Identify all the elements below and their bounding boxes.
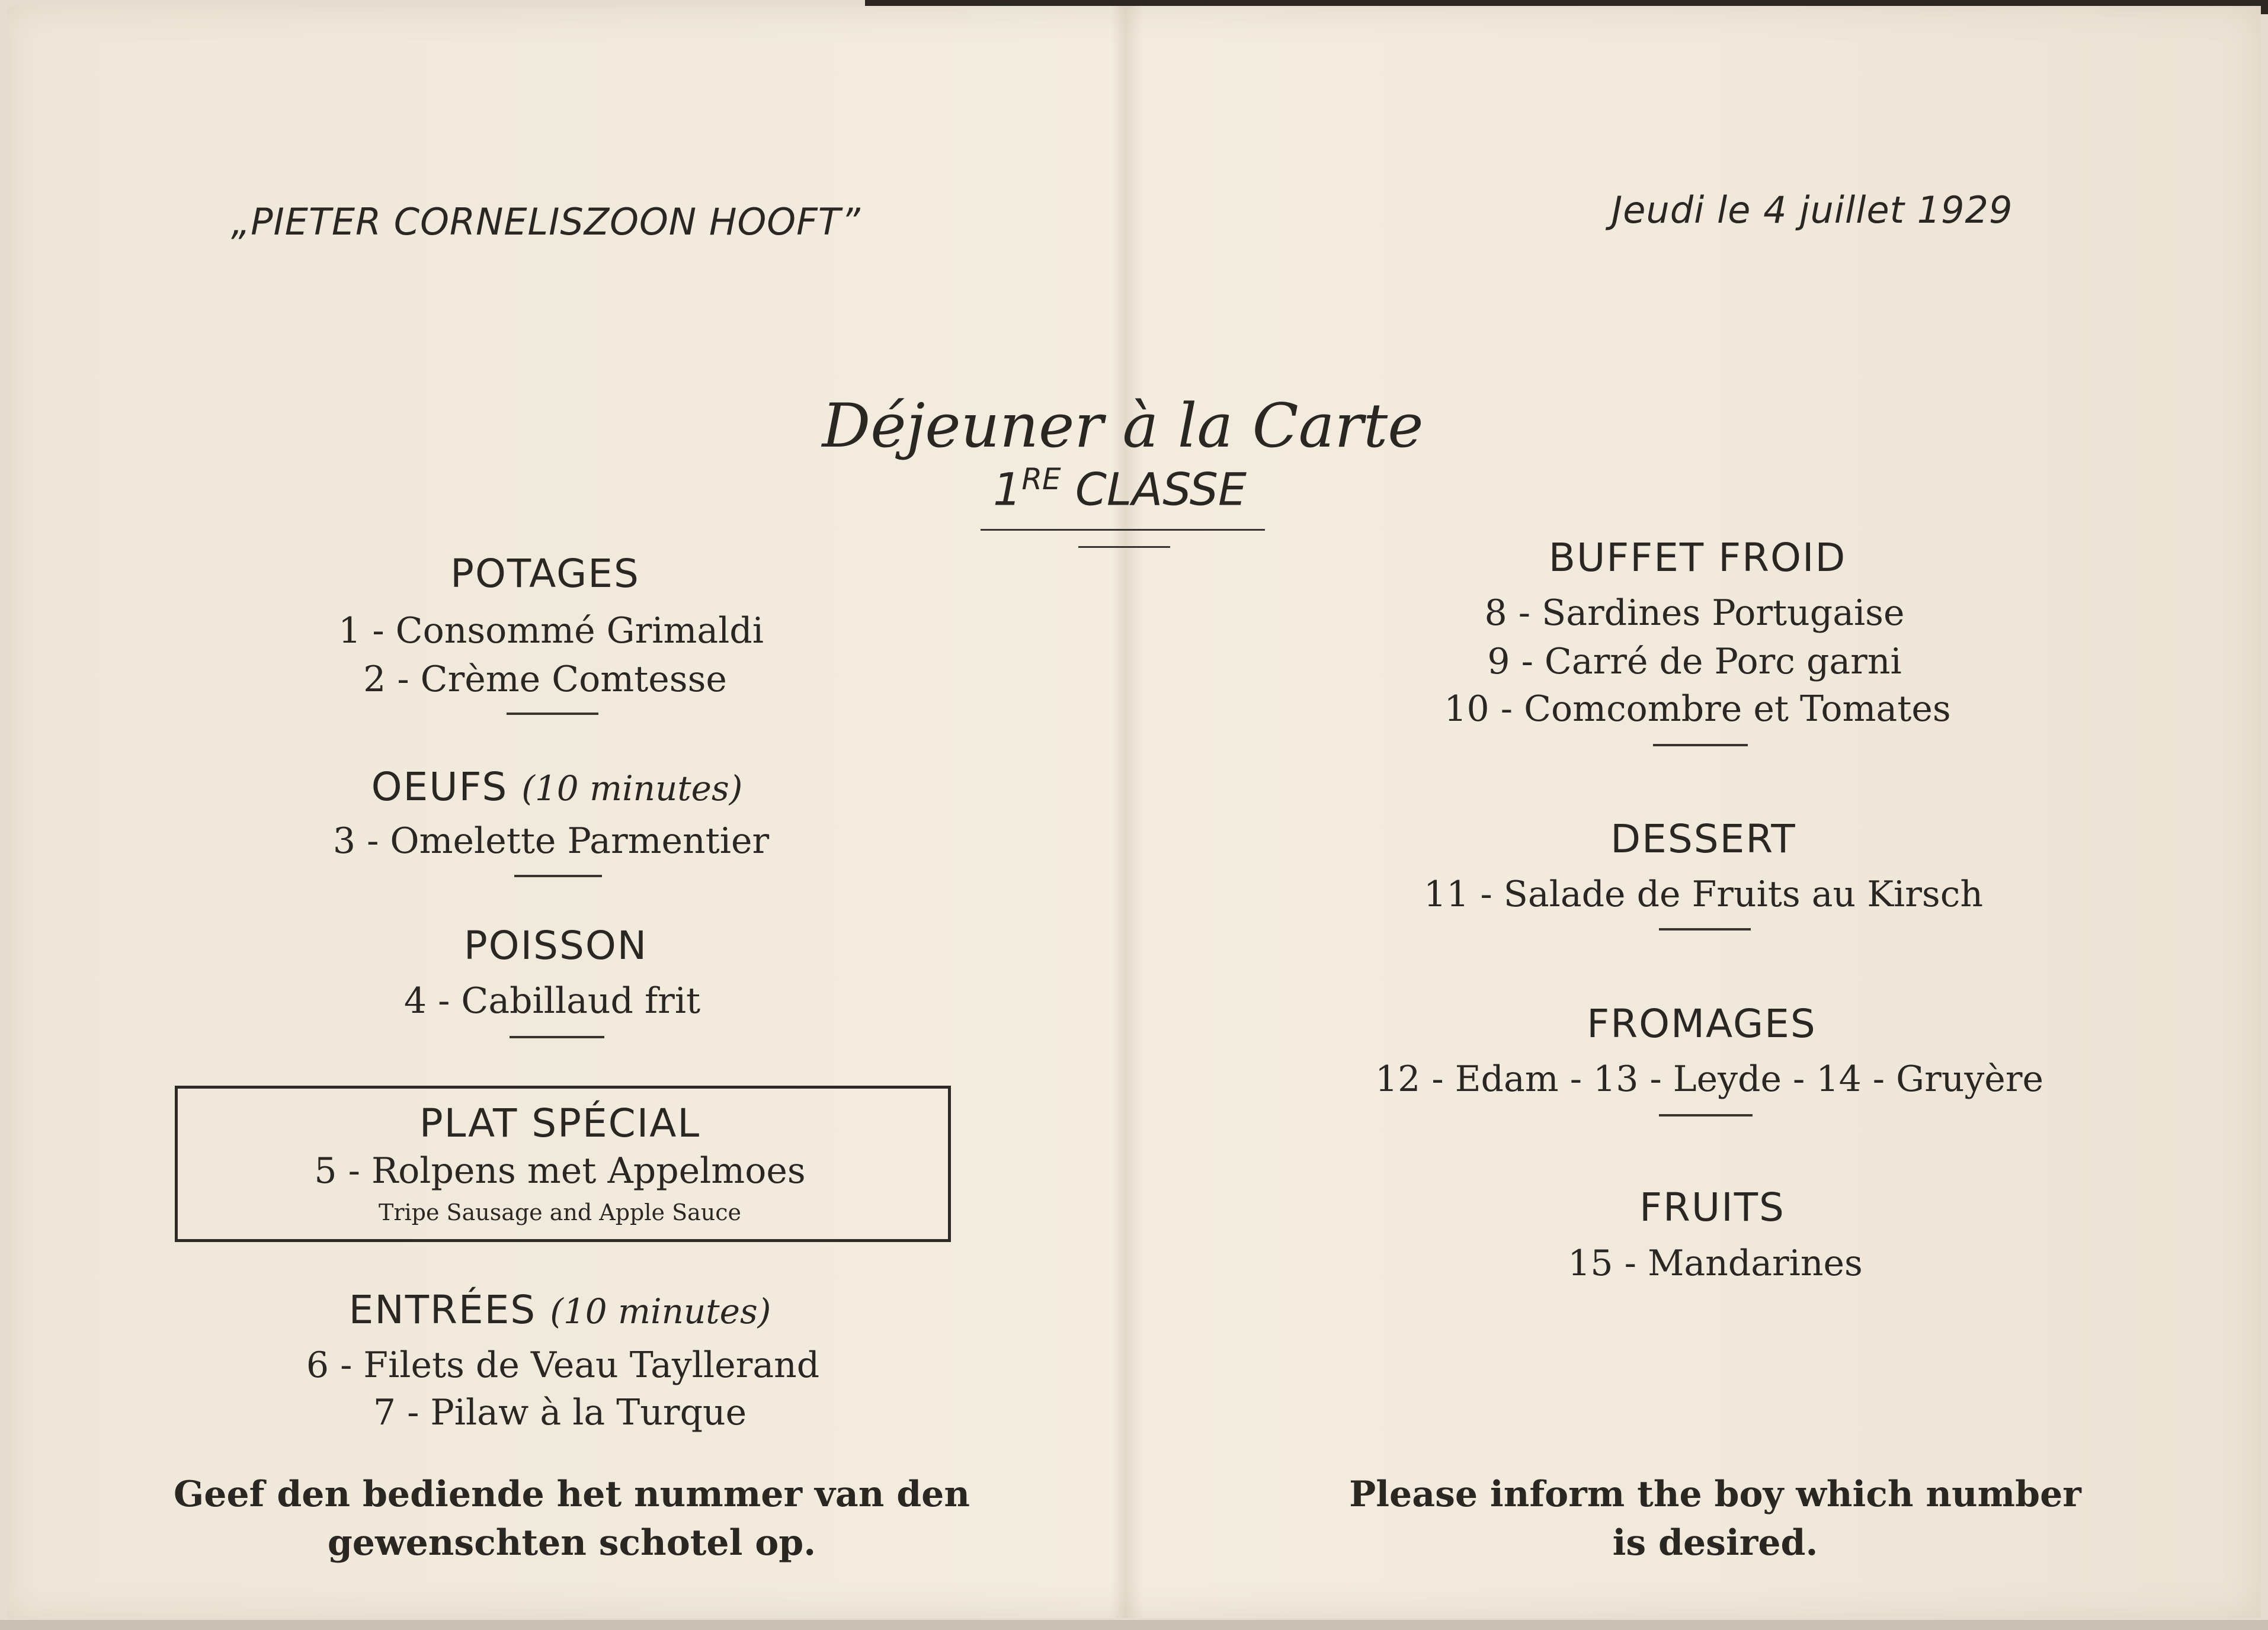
footer-line: Geef den bediende het nummer van den (174, 1474, 970, 1515)
class-word: CLASSE (1075, 463, 1247, 516)
section-divider (1659, 1114, 1753, 1116)
section-divider (507, 713, 598, 715)
menu-item: 11 - Salade de Fruits au Kirsch (1424, 874, 1983, 915)
menu-title: Déjeuner à la Carte (822, 391, 1424, 461)
section-heading-plat-special: PLAT SPÉCIAL (419, 1100, 701, 1146)
section-divider (1653, 744, 1748, 746)
menu-item: 9 - Carré de Porc garni (1487, 641, 1902, 682)
class-prefix: 1 (992, 463, 1022, 516)
section-heading-entrees-text: ENTRÉES (348, 1287, 537, 1333)
footer-line: gewenschten schotel op. (327, 1522, 816, 1564)
title-rule (981, 529, 1265, 531)
footer-instruction-english (1349, 1470, 2081, 1567)
section-heading-entrees (349, 1287, 771, 1333)
footer-line: Please inform the boy which number (1349, 1474, 2081, 1515)
section-heading-buffet-froid: BUFFET FROID (1548, 535, 1847, 580)
section-heading-potages: POTAGES (450, 551, 640, 596)
menu-item: 4 - Cabillaud frit (403, 980, 701, 1022)
menu-item-special: 5 - Rolpens met Appelmoes (314, 1150, 806, 1192)
section-divider (510, 1036, 604, 1038)
menu-item: 6 - Filets de Veau Tayllerand (306, 1345, 820, 1386)
cooking-time-note: (10 minutes) (521, 768, 743, 808)
class-superscript: RE (1021, 462, 1061, 496)
menu-item: 15 - Mandarines (1568, 1243, 1863, 1284)
section-heading-oeufs (371, 764, 743, 810)
menu-date: Jeudi le 4 juillet 1929 (1612, 188, 2013, 232)
section-heading-fromages: FROMAGES (1587, 1001, 1817, 1047)
section-heading-oeufs-text: OEUFS (371, 764, 508, 810)
section-heading-fruits: FRUITS (1639, 1185, 1785, 1230)
special-translation: Tripe Sausage and Apple Sauce (378, 1199, 742, 1225)
section-divider (1659, 928, 1751, 930)
cooking-time-note: (10 minutes) (550, 1291, 771, 1331)
ship-name: „PIETER CORNELISZOON HOOFT” (231, 200, 861, 243)
menu-item: 1 - Consommé Grimaldi (338, 610, 764, 652)
menu-item: 12 - Edam - 13 - Leyde - 14 - Gruyère (1375, 1058, 2044, 1100)
section-divider (514, 875, 602, 877)
menu-item: 3 - Omelette Parmentier (332, 820, 770, 862)
menu-item: 2 - Crème Comtesse (363, 659, 727, 700)
footer-instruction-dutch (174, 1470, 970, 1567)
menu-item: 8 - Sardines Portugaise (1484, 592, 1905, 634)
section-heading-dessert: DESSERT (1610, 816, 1796, 862)
menu-item: 7 - Pilaw à la Turque (373, 1392, 747, 1433)
section-heading-poisson: POISSON (463, 923, 648, 968)
footer-line: is desired. (1612, 1522, 1818, 1564)
bottom-edge-strip (0, 1620, 2268, 1630)
menu-item: 10 - Comcombre et Tomates (1444, 688, 1951, 730)
title-rule-short (1078, 546, 1170, 548)
class-label (993, 462, 1247, 515)
